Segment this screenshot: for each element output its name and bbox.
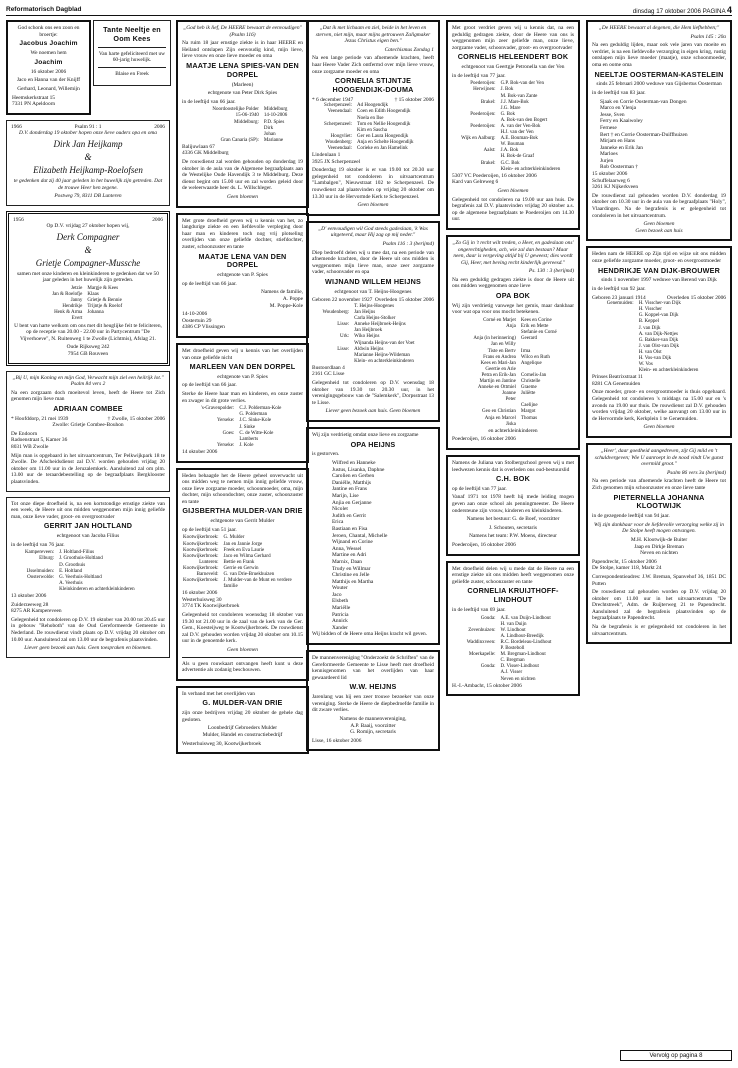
deceased-name: CORNELIS HELEENDERT BOK	[457, 52, 569, 62]
list-item: Ferry en Kaaiwoley	[600, 118, 643, 125]
family-names: J.J. Mare-Bok	[500, 99, 529, 105]
obituary-klootwijk: „Heer', daar goedheid aangedreven, zijt Gij mild en 't schuldvergeven; Wie U aanroept in de nood vindt Uw gunst overmild groot." Psalm 86 vers 3a (berijmd) Na een periode van afnemende krachten heeft de Heere tot Zich genomen mijn schoonzuster en onze lieve tante PIETERNELLA JOHANNA KLOOTWIJK in de gezegende leeftijd van 94 jaar. Wij zijn dankbaar voor de liefdevolle verzorging welke zij in De Stolpe heeft mogen ontvangen. M.H. Klootwijk-de Buiter Jaap en Dirkje Breman Neven en nichten Papendrecht, 15 oktober 2006 De Stolpe, kamer 118, Markt 24 Correspondentieadres: J.W. Breman, Spanvehof 36, 1851 DC Putten De rouwdienst zal gehouden worden op D.V. vrijdag 20 oktober om 11.00 uur in het uitvaartcentrum "De Drechtstreek", Adm. de Ruijterweg 21 te Papendrecht. Aansluitend zal de begrafenis plaatsvinden op de begraafplaats te Papendrecht. Na de begrafenis is er gelegenheid tot condoleren in het uitvaartcentrum.	[586, 443, 732, 644]
family-names: Wilco en Ruth	[520, 354, 550, 360]
list-item: Anjia en Gerjanne	[332, 499, 372, 506]
list-item: Christine en Jelle	[332, 572, 370, 579]
family-place: Henk & Arma	[54, 310, 83, 316]
family-names: Noela en Ilse	[357, 115, 384, 121]
family-names: J. Holtland-Filius	[59, 550, 95, 556]
list-item: Patricia	[332, 611, 349, 618]
list-item: Marco en Ylenja	[600, 105, 637, 112]
family-place: Poederoijen:	[470, 81, 496, 87]
list-item: Xander	[332, 624, 348, 631]
family-names: J. van Olst-van Dijk	[638, 343, 679, 349]
obituary-combee: „Bij U, mijn Koning en mijn God, Verwacht mijn ziel een heilrijk lot." Psalm 84 vers 2 Na een zorgzaam doch moeitevol leven, heeft de Heere tot Zich genomen mijn lieve man ADRIAAN COMBEE * Hoofddorp, 21 mei 1939 † Zwolle, 15 oktober 2006 Zwolle: Grietje Combee-Bouhon De Endoorn Radoenstraat 5, Kamer 36 8031 WB Zwolle Mijn man is opgebaard in het uitvaartcentrum, Ter Pelkwijkpark 18 te Zwolle. De Afscheidsdienst zal D.V. worden gehouden vrijdag 20 oktober om 11.00 uur in de Jeruzalemkerk. Aansluitend zal om plm. 13.00 uur de teraardebestelling op de begraafplaats Bergklooster plaatsvinden.	[6, 371, 170, 492]
obituary-mulder: Heden behaagde het de Heere geheel onverwacht uit ons midden weg te nemen mijn innig geliefde vrouw, onze lieve zorgzame moeder, schoonmoeder, oma, mijn dochter, mijn schoondochter, onze zuster, schoonzuster en tante GIJSBERTHA MULDER-VAN DRIE echtgenote van Gerrit Mulder op de leeftijd van 51 jaar. Kootwijkerbroek: G. Mulder Kootwijkerbroek: Jan en Jannie Jorge Kootwijkerbroek: Freek en Eva Laurie Kootwijkerbroek: Jaco en Wilma Gerhard Lunteren: Bettie en Frank Kootwijkerbroek: Gerrie en Gerwin Barneveld: G. van Drie-Bruekhuizen Kootwijkerbroek: J. Mulder-van de Munt en verdere familie 16 oktober 2006 Westerhuisweg 30 3774 TK Kootwijkerbroek Gelegenheid tot condoleren woensdag 18 oktober van 19.30 tot 21.00 uur in de zaal van de kerk van de Ger. Gem., Koesteijweg te Kootwijkerbroek. De rouwdienst zal D.V. gehouden worden vrijdag 20 oktober om 10.15 uur in de genoemde kerk. Geen bloemen Als u geen rouwkaart ontvangen heeft kunt u deze advertentie als zodanig beschouwen.	[176, 468, 309, 681]
list-item: Daniëlle, Matthijs	[332, 479, 371, 486]
family-table	[452, 616, 574, 683]
deceased-name: HENDRIKJE VAN DIJK-BROUWER	[597, 265, 721, 275]
family-place: Corné en Marjet	[483, 318, 516, 324]
continue-link[interactable]: Vervolg op pagina 8	[620, 1050, 732, 1061]
birth-announcement: God schonk ons een zoon en broertje: Jacobus Joachim We noemen hem Joachim 16 oktober 2006 Jaco en Hanna van der Knijff Gerhard, Leonard, Willemijn Heemskerkstraat 15 7331 PN Apeldoorn	[6, 20, 91, 115]
list-item: Fernese	[600, 124, 617, 131]
family-place: Waddinxveen:	[466, 639, 496, 645]
family-names: J. Groothuis-Holtland	[59, 556, 103, 562]
family-place: Elburg:	[39, 556, 55, 562]
family-names: G. Mulder	[223, 535, 245, 541]
family-names: Johan	[263, 131, 276, 137]
obituary-oosterman: „De HEERE bewaart al degenen, die Hem liefhebben;" Psalm 145 : 20a Na een geduldig lijden, maar ook vele jaren van moeite en verdriet, is na een liefdevolle verzorging in eigen kring, rustig ontslapen mijn lieve moeder (maatje), onze schoonmoeder, oma en oome oma NEELTJE OOSTERMAN-KASTELEIN sinds 25 februari 2000 weduwe van Gijsbertus Oosterman in de leeftijd van 83 jaar. Sjaak en Corrie Oosterman-van Dongen Marco en Ylenja Jesse, Sven Ferry en Kaaiwoley Fernese Bert † en Corrie Oosterman-Duiffhuizen Mirjam en Hans Janneke en Erik Jan Marloes Jurjen Rob Oosterman † 15 oktober 2006 Schuffelaarweg 6 3261 KJ Nijkerkveen De rouwdienst zal gehouden worden D.V. donderdag 19 oktober om 10.30 uur in de aula van de begraafplaats "Holy", Vlaardingen. Na de begrafenis is er gelegenheid tot condoleren in het uitvaartcentrum. Geen bloemen Geen bezoek aan huis	[586, 20, 732, 241]
family-names: A.E. van Duijn-Lindhout	[500, 615, 551, 621]
family-place: Kees en Mari-Jan	[480, 360, 516, 366]
family-names: Corieke en Jan Hamelink	[357, 145, 408, 151]
family-place: 15-06-1940	[235, 113, 259, 119]
list-item: Elsbeth	[332, 598, 349, 605]
list-item: Annick	[332, 618, 348, 625]
family-place: Woudenberg:	[322, 310, 350, 316]
deceased-name: NEELTJE OOSTERMAN-KASTELEIN	[594, 69, 724, 79]
family-names: Freek en Eva Laurie	[223, 547, 265, 553]
family-names: M. Bok-van Zante	[500, 93, 538, 99]
family-names: W. Vos	[638, 362, 653, 368]
column-4	[446, 20, 580, 701]
list-item: Judith en Gerrit	[332, 512, 366, 519]
family-place: Evert	[71, 316, 83, 322]
family-place: Peter	[505, 397, 516, 403]
obituary-holtland: Tot onze diepe droefheid is, na een kortstondige ernstige ziekte van een week, de Heere uit ons midden weggenomen mijn innig geliefde man, onze lieve vader, groot- en overgrootvader GERRIT JAN HOLTLAND echtgenoot van Jacoba Filius in de leeftijd van 76 jaar. Kampereveen: J. Holtland-Filius Elburg: J. Groothuis-Holtland D. Groothuis IJsselmuiden: E. Holtland Oosterwolde: G. Veerhuis-Holtland A. Veerhuis Kleinkinderen en achterkleinkinderen 13 oktober 2006 Zuiderzeeweg 28 8275 AR Kampereveen Gelegenheid tot condoleren op D.V. 19 oktober van 20.00 tot 20.45 uur in gebouw "Rehoboth" van de Oud Gereformeerde Gemeente in Nederland. De rouwdienst vindt plaats op D.V. vrijdag 20 oktober om 10.00 uur. Aansluitend zal om 13.00 uur de begrafenis plaatsvinden. Liever geen bezoek aan huis. Geen toespraken en bloemen.	[6, 497, 170, 658]
list-item: Wouter	[332, 585, 348, 592]
congratulation-notice: Tante Neeltje en Oom Kees Van harte gefeliciteerd met uw 60-jarig huwelijk. Blaise en Freek	[93, 20, 171, 86]
family-place: Martijn en Jantine	[479, 378, 516, 384]
family-names: Trijntje & Roelof	[87, 304, 123, 310]
family-names: G. Polderman	[239, 412, 268, 418]
family-names: A.E. Bouman-Bok	[500, 136, 538, 142]
family-names: Anja en Schelte Hoogendijk	[357, 139, 414, 145]
column-3	[306, 20, 440, 756]
family-table	[182, 107, 303, 144]
family-names: C.J. Polderman-Kole	[239, 406, 282, 412]
obituary-hoogendijk: „Dat ik met lichaam en ziel, beide in het leven en sterven, niet mijn, maar mijns getrouwen Zaligmaker Jezus Christus eigen ben." Catechismus Zondag 1 Na een lange periode van afnemende krachten, heeft haar Heere Vader Zich ontfermd over mijn lieve vrouw, onze zorgzame moeder en oma CORNELIA STIJNTJE HOOGENDIJK-DOUMA * 6 december 1947 † 15 oktober 2006 Scherpenzeel: Ad Hoogendijk Veenendaal: Coen en Edith Hoogendijk Noela en Ilse Scherpenzeel: Tom en Nellie Hoogendijk Kim en Sascha Hoogvliet: Ger en Laura Hoogendijk Woudenberg: Anja en Schelte Hoogendijk Veenendaal: Corieke en Jan Hamelink Lindenlaan 1 3925 JX Scherpenzeel Donderdag 19 oktober is er van 19.00 tot 20.30 uur gelegenheid tot condoleren in uitvaartcentrum "Lambalgen", Nieuwstraat 102 te Scherpenzeel. De rouwdienst zal plaatsvinden op vrijdag 20 oktober om 13.30 uur in de Hervormde Kerk te Scherpenzeel. Geen bloemen	[306, 20, 440, 216]
family-names: J. van Dijk	[638, 325, 661, 331]
obituary-bok: Met groot verdriet geven wij u kennis dat, na een geduldig gedragen ziekte, door de Heere van ons is weggenomen mijn zeer geliefde man, onze lieve, zorgzame vader, schoonvader, groot- en overgrootvader CORNELIS HELEENDERT BOK echtgenoot van Geertgje Petronella van der Ven in de leeftijd van 77 jaar. Poederoijen: G.P. Bok-van der Ven Herwijnen: J. Bok M. Bok-van Zante Brakel: J.J. Mare-Bok J.G. Mare Poederoijen: G. Bok A. Bok-van den Bogert Poederoijen: A. van der Ven-Bok H.J. van der Ven Wijk en Aalburg: A.E. Bouman-Bok W. Bouman Aalst: J.A. Bok H. Bok-de Graaf Brakel: G.C. Bok Klein- en achterkleinkinderen 5307 VC Poederoijen, 16 oktober 2006 Kard van Gelreweg 6 Geen bloemen Gelegenheid tot condoleren na 19.00 uur aan huis. De begrafenis zal D.V. plaatsvinden vrijdag 20 oktober a.s. op de algemene begraafplaats te Poederoijen om 14.30 uur.	[446, 20, 580, 230]
list-item: Jurjen	[600, 157, 614, 164]
family-names: J.C. Sinke-Kole	[239, 418, 272, 424]
obituary-marleen: Met droefheid geven wij u kennis van het overlijden van onze geliefde nicht MARLEEN VAN DEN DORPEL echtgenote van P. Spies op de leeftijd van 66 jaar. Sterke de Heere haar man en kinderen, en onze zuster en zwager in dit grote verlies. 's-Gravenpolder: C.J. Polderman-Kole G. Polderman Yerseke: J.C. Sinke-Kole J. Sinke Goes: C. de Witte-Kole Lamberts Yerseke: J. Kole 14 oktober 2006	[176, 343, 309, 463]
family-names: Margot	[520, 409, 536, 415]
family-names: Middelburg	[263, 107, 288, 113]
family-place: Hendrikje	[62, 304, 83, 310]
family-names: Klein- en achterkleinkinderen	[354, 358, 414, 364]
family-place: Kootwijkerbroek:	[183, 553, 219, 559]
family-names: C. de Witte-Kole	[239, 430, 274, 436]
announcement-name: Jacobus Joachim	[19, 40, 78, 48]
family-place: Geo en Christian	[482, 409, 516, 415]
family-names: A.J. Visser	[500, 670, 523, 676]
family-place: Woudenberg:	[325, 139, 353, 145]
family-names: H.J. van der Ven	[500, 130, 534, 136]
family-place: Veenendaal:	[327, 109, 353, 115]
family-place: Tiste en Bertv	[487, 348, 516, 354]
family-names: G.P. Bok-van der Ven	[500, 81, 544, 87]
obituary-heijns: „D' eenvoudigen wil God steeds gadeslaan, 'k Was uitgeteerd, maar Hij zag op mij neder." Psalm 116 : 3 (berijmd) Diep bedroefd delen wij u mee dat, na een periode van afnemende krachten, door de Heere uit ons midden is weggenomen mijn lieve man, onze zeer zorgzame vader, schoonvader en opa WIJNAND WILLEM HEIJNS echtgenoot van T. Heijns-Hoogenes Geboren 22 november 1927 Overleden 15 oktober 2006 T. Heijns-Hoogenes Woudenberg: Jan Heijns Carla Heijns-Stolker Lisse: Anneke Heijbroek-Heijns Jan Heijbroek Urk: Wiko Heijns Wijnanda Heijns-van der Voet Lisse: Aldwin Heijns Marianne Heijns-Wildeman Klein- en achterkleinkinderen Bustoordlaan 4 2161 GC Lisse Gelegenheid tot condoleren op D.V. woensdag 18 oktober van 19.30 tot 20.30 uur, in het verenigingsgebouw van de "Salemkerk", Dorpsstraat 13 te Lisse. Liever geen bezoek aan huis. Geen bloemen	[306, 221, 440, 422]
family-names: C. Bregman	[500, 658, 525, 664]
family-names: Jan Heijns	[354, 310, 376, 316]
family-names: Jan en Jannie Jorge	[223, 541, 263, 547]
family-names: Thomas	[520, 415, 538, 421]
family-names: Kim en Sascha	[357, 127, 388, 133]
family-names: Caelijne	[520, 403, 538, 409]
family-place: Kootwijkerbroek:	[183, 547, 219, 553]
obituary-opa-heijns: Wij zijn verdrietig omdat onze lieve en zorgzame OPA HEIJNS is gestorven. Wilfred en Hanneke Justus, Lisanka, Daphne Carolien en Gerben Daniëlle, Matthijs Jantine en Frans Marijn, Lise Anjia en Gerjanne Nicolet Judith en Gerrit Erica Bastiaan en Fisa Jeroen, Chantal, Michelle Wijnand en Corine Anna, Wessel Martine en Adri Marnix, Daan Trudy en Willmar Christine en Jelle Matthijs en Martha Wouter Jaco Elsbeth Mariëlle Patricia Annick Xander Wij bidden of de Heere oma Heijns kracht wil geven.	[306, 427, 440, 645]
list-item: Jeroen, Chantal, Michelle	[332, 532, 388, 539]
family-place: Scherpenzeel:	[323, 121, 353, 127]
family-row	[182, 578, 303, 590]
family-names: Neven en nichten	[500, 676, 536, 682]
list-item: Matthijs en Martha	[332, 578, 374, 585]
list-item: Anna, Wessel	[332, 545, 362, 552]
list-item: Marijn, Lise	[332, 492, 359, 499]
family-place: Genemuiden:	[606, 301, 634, 307]
obituary-ww-heijns: De mannenvereniging "Onderzoekt de Schriften" van de Gereformeerde Gemeente te Lisse heeft met droefheid kennisgenomen van het overlijden van haar gewaardeerd lid W.W. HEIJNS Jarenlang was hij een zeer trouwe bezoeker van onze vereniging. Sterke de Heere de diepbedroefde familie in dit zware verlies. Namens de mannenvereniging, A.P. Baaij, voorzitter G. Romijn, secretaris Lisse, 16 oktober 2006	[306, 650, 440, 751]
family-names: Marianne Heijns-Wildeman	[354, 352, 410, 358]
family-names: H. Visscher	[638, 307, 662, 313]
deceased-name: CORNELIA KRUIJTHOFF-LINDHOUT	[467, 586, 559, 605]
deceased-name: W.W. HEIJNS	[349, 682, 397, 692]
list-item: Bastiaan en Fisa	[332, 525, 368, 532]
deceased-name: G. MULDER-VAN DRIE	[202, 698, 283, 708]
list-item: Sjaak en Corrie Oosterman-van Dongen	[600, 98, 687, 105]
family-place: Wijk en Aalburg:	[461, 136, 496, 142]
family-place: Zevenhuizen:	[468, 627, 496, 633]
family-names: G. Bakker-van Dijk	[638, 337, 679, 343]
list-item: Martine en Adri	[332, 552, 367, 559]
list-item: Bert † en Corrie Oosterman-Duiffhuizen	[600, 131, 688, 138]
family-names: Wiko Heijns	[354, 334, 380, 340]
family-place: Joanne	[502, 391, 516, 397]
family-place: Petra en Erik-Jan	[481, 372, 516, 378]
family-names: J.A. Bok	[500, 148, 519, 154]
family-place: IJsselmuiden:	[26, 568, 55, 574]
family-place: Noordoostelijke Polder	[212, 107, 259, 113]
family-names: J. Sinke	[239, 424, 256, 430]
family-place: Veenendaal:	[327, 145, 353, 151]
grandchildren-list	[312, 460, 434, 631]
family-place: Yerseke:	[217, 442, 235, 448]
family-names: Carla Heijns-Stolker	[354, 316, 396, 322]
family-names: D. Groothuis	[59, 562, 86, 568]
deceased-name: PIETERNELLA JOHANNA KLOOTWIJK	[613, 492, 705, 511]
family-table	[182, 406, 303, 449]
family-names: G. Veerhuis-Holtland	[59, 574, 102, 580]
family-place: Gouda:	[480, 664, 496, 670]
family-place: Anja (in herinnering)	[473, 336, 516, 342]
list-item: Justus, Lisanka, Daphne	[332, 466, 385, 473]
list-item: Marnix, Daan	[332, 558, 362, 565]
family-place: Lisse:	[337, 322, 350, 328]
family-names: Coen en Edith Hoogendijk	[357, 109, 411, 115]
family-place: Goes:	[222, 430, 235, 436]
family-place: Barneveld:	[196, 572, 219, 577]
family-names: W. Bouman	[500, 142, 525, 148]
column-2-top	[93, 20, 171, 91]
family-place: Moerkapelle:	[468, 652, 496, 658]
obituary-spies: „God heb ik lief, De HEERE bewaart de eenvoudigen" (Psalm 116) Na ruim 18 jaar ernstige ziekte is in haar HEERE en Heiland ontslapen Zijn eenvoudig kind, mijn lieve, lieve vrouw en onze lieve moeder en oma MAATJE LENA SPIES-VAN DEN DORPEL (Marleen) echtgenote van Peter Dirk Spies in de leeftijd van 66 jaar. Noordoostelijke Polder Middelburg 15-06-1940 14-10-2006 Middelburg: P.D. Spies Dirk Johan Gran Canaria (SP): Marianne Balijuwlaan 67 4336 GK Middelburg De rouwdienst zal worden gehouden op donderdag 19 oktober in de aula van de Algemene begraafplaats aan de Westelijke Oude Havendijk 3 te Middelburg. Deze dienst begint om 15.00 uur en zal worden geleid door de weleerwaarde heer ds. L. Willschleger. Geen bloemen	[176, 20, 309, 208]
family-place: Gran Canaria (SP):	[220, 137, 259, 143]
family-place: Anja	[506, 324, 516, 330]
announcement-name: Dirk Jan Heijkamp	[53, 139, 123, 149]
masthead	[6, 4, 732, 16]
family-names: P. Bosteboll	[500, 646, 525, 652]
list-item: Wijnand en Corine	[332, 539, 373, 546]
family-place: Kootwijkerbroek:	[183, 541, 219, 547]
obituary-kruijthoff: Met droefheid delen wij u mede dat de Heere na een ernstige ziekte uit ons midden heeft weggenomen onze geliefde zuster, schoonzuster en tante CORNELIA KRUIJTHOFF-LINDHOUT in de leeftijd van 69 jaar. Gouda: A.E. van Duijn-Lindhout H. van Duijn Zevenhuizen: W. Lindhout A. Lindhout-Breedijk Waddinxveen: R.C. Bordeleau-Lindhout P. Bosteboll Moerkapelle: M. Bregman-Lindhout C. Bregman Gouda: D. Visser-Lindhout A.J. Visser Neven en nichten H.-I.-Ambacht, 15 oktober 2006	[446, 561, 580, 697]
family-names: Angelique	[520, 360, 542, 366]
family-names: D. Visser-Lindhout	[500, 664, 539, 670]
obituary-opa-bok: „Zo Gij in 't recht wilt treden, o Heer, en gadeslaan ons' ongerechtigheden, ach, wie zal dan bestaan? Maar neen, daar is vergeving altijd bij U geweest; dies wordt Gij, Heer, met beving recht kinderlijk gevreesd." Ps. 130 : 3 (berijmd) Na een geduldig gedragen ziekte is door de Heere uit ons midden weggenomen onze lieve OPA BOK Wij zijn verdrietig vanwege het gemis, maar dankbaar voor wat opa voor ons mocht betekenen. Corné en Marjet Kees en Corine Anja Erik en Mette Stefanie en Corné Anja (in herinnering) Geerard Jan en Willy Tiste en Bertv Irma Frans en Andrea Wilco en Ruth Kees en Mari-Jan Angelique Geertie en Arie Petra en Erik-Jan Cornelis-Jan Martijn en Jantine Christelle Anneke en Ottmiel Graeme Joanne Juliëtte Peter Caelijne Geo en Christian Margot Anja en Marcel Thomas Jiska en achterkleinkinderen Poederoijen, 16 oktober 2006	[446, 235, 580, 450]
family-names: Tom en Nellie Hoogendijk	[357, 121, 411, 127]
family-names: A. Veerhuis	[59, 580, 83, 586]
deceased-name: ADRIAAN COMBEE	[53, 403, 123, 413]
column-2	[176, 20, 309, 759]
family-names: H. van Duijn	[500, 621, 527, 627]
family-names: B. Keppel	[638, 319, 659, 325]
anniversary-heijkamp: 1966 Psalm 91 : 1 2006 D.V. donderdag 19 oktober hopen onze lieve ouders opa en oma Dirk Jan Heijkamp & Elizabeth Heijkamp-Roelofsen te gedenken dat zij 40 jaar geleden in het huwelijk zijn getreden. Dat de trouwe Heer hen zegene. Postweg 79, 8311 DB Lunteren	[6, 120, 170, 206]
family-names: Wijnanda Heijns-van der Voet	[354, 340, 415, 346]
congratulation-title: Tante Neeltje en Oom Kees	[103, 25, 161, 43]
family-names: G. Bok	[500, 111, 516, 117]
family-place: Jetzie	[71, 285, 83, 291]
family-names: P.D. Spies	[263, 119, 285, 125]
family-place: Brakel:	[480, 99, 496, 105]
family-place: Lisse:	[337, 346, 350, 352]
family-names: J.G. Mare	[500, 105, 521, 111]
family-place: Anja en Marcel	[484, 415, 516, 421]
deceased-name: GIJSBERTHA MULDER-VAN DRIE	[182, 506, 303, 516]
deceased-name: GERRIT JAN HOLTLAND	[43, 521, 133, 531]
family-names: Irma	[520, 348, 531, 354]
list-item: Mirjam en Hans	[600, 138, 636, 145]
family-place: Lunteren:	[199, 559, 219, 565]
family-table	[182, 535, 303, 590]
deceased-name: C.H. BOK	[496, 474, 530, 484]
family-place: Brakel:	[480, 160, 496, 166]
list-item: Rob Oosterman †	[600, 164, 639, 171]
family-place: Scherpenzeel:	[323, 103, 353, 109]
family-place: Middelburg:	[233, 119, 259, 125]
list-item: Trudy en Willmar	[332, 565, 371, 572]
family-place: Poederoijen:	[470, 124, 496, 129]
list-item: Marloes	[600, 151, 618, 158]
family-place: Urk:	[340, 334, 350, 340]
family-names: Kees en Corine	[520, 318, 552, 324]
family-names: G.C. Bok	[500, 160, 520, 166]
family-names: M. Bregman-Lindhout	[500, 652, 546, 658]
obituary-van-den-dorpel: Met grote droefheid geven wij u kennis van het, zo langdurige ziekte en een liefdevolle verpleging door haar man en kinderen toch nog vrij plotseling overlijden van onze geliefde dochter, stiefdochter, zuster, schoonzuster en tante MAATJE LENA VAN DEN DORPEL echtgenote van P. Spies op de leeftijd van 66 jaar. Namens de familie, A. Poppe M. Poppe-Kole 14-10-2006 Oostertuin 29 4386 CP Vlissingen	[176, 213, 309, 338]
deceased-name: MAATJE LENA VAN DEN DORPEL	[198, 251, 287, 270]
obituary-van-dijk: Heden nam de HEERE op Zijn tijd en wijze uit ons midden onze geliefde zorgzame moeder, groot- en overgrootmoeder HENDRIKJE VAN DIJK-BROUWER sinds 1 november 1997 weduwe van Berend van Dijk in de leeftijd van 92 jaar. Geboren 23 januari 1914 Overleden 15 oktober 2006 Genemuiden: H. Visscher-van Dijk H. Visscher G. Koppel-van Dijk B. Keppel J. van Dijk A. van Dijk-Nettjes G. Bakker-van Dijk J. van Olst-van Dijk H. van Olst H. Vos-van Dijk W. Vos Klein- en achterkleinkinderen Prinses Beatrixstraat 11 8281 CA Genemuiden Onze moeder, groot- en overgrootmoeder is thuis opgebaard. Gelegenheid tot condoleren 's middags na 15.00 uur en 's avonds na 19.00 uur thuis. De rouwdienst zal D.V. gehouden worden vrijdag 20 oktober, welke aanvangt om 13.00 uur in de Hervormde kerk, Kerkplein 1 te Genemuiden. Geen bloemen	[586, 246, 732, 438]
family-place: Kootwijkerbroek:	[183, 578, 219, 584]
family-names: 14-10-2006	[263, 113, 288, 119]
family-names: H. Vos-van Dijk	[638, 356, 672, 361]
family-names: Juliëtte	[520, 391, 536, 397]
family-names: Margje & Kees	[87, 285, 119, 291]
family-names: T. Heijns-Hoogenes	[354, 303, 395, 309]
family-names: A. van Dijk-Nettjes	[638, 331, 678, 337]
column-5	[586, 20, 732, 649]
family-names: Grietje & Bennie	[87, 298, 122, 304]
list-item: Carolien en Gerben	[332, 473, 375, 480]
family-names: Ger en Laura Hoogendijk	[357, 133, 409, 139]
deceased-name: OPA HEIJNS	[350, 439, 396, 449]
family-place: Jan en Willy	[490, 342, 516, 348]
obituary-ch-bok: Namens de Juliana van Stolbergschool geven wij u met leedwezen kennis dat is overleden ons oud-bestuurslid C.H. BOK op de leeftijd van 77 jaar. Vanaf 1971 tot 1978 heeft hij mede leiding mogen geven aan onze school als penningmeester. De Heere ondersteune zijn vrouw, kinderen en kleinkinderen. Namens het bestuur: G. de Boef, voorzitter J. Schouten, secretaris Namens het team: P.W. Moens, directeur Poederoijen, 16 oktober 2006	[446, 455, 580, 556]
family-names: J. Kole	[239, 442, 254, 448]
family-names: J. Bok	[500, 87, 514, 93]
list-item: Jesse, Sven	[600, 111, 625, 118]
deceased-name: WIJNAND WILLEM HEIJNS	[324, 276, 422, 286]
family-names: Klaas	[87, 292, 99, 298]
family-names: Marianne	[263, 137, 284, 143]
family-place: 's-Gravenpolder:	[200, 406, 235, 412]
closure-notice-mulder: In verband met het overlijden van G. MULDER-VAN DRIE zijn onze bedrijven vrijdag 20 oktober de gehele dag gesloten. Loonbedrijf Gebroeders Mulder Mulder, Handel en constructiebedrijf Westerhuisweg 30, Kootwijkerbroek	[176, 686, 309, 754]
family-names: Ad Hoogendijk	[357, 103, 389, 109]
family-names: H. Bok-de Graaf	[500, 154, 535, 160]
family-table	[452, 81, 574, 172]
list-item: Mariëlle	[332, 605, 351, 612]
family-place: Kootwijkerbroek:	[183, 535, 219, 541]
family-table	[592, 301, 726, 374]
family-names: Klein- en achterkleinkinderen	[638, 368, 699, 374]
list-item: Janneke en Erik Jan	[600, 144, 643, 151]
announcement-name: Derk Compagner	[56, 231, 120, 242]
family-place: Hoogvliet:	[330, 133, 353, 139]
family-names: G. Koppel-van Dijk	[638, 313, 679, 319]
deceased-name: MAATJE LENA SPIES-VAN DEN DORPEL	[186, 60, 299, 79]
family-place: Herwijnen:	[473, 87, 496, 93]
list-item: Erica	[332, 519, 344, 526]
deceased-name: OPA BOK	[495, 291, 531, 301]
family-place: Jiska	[505, 421, 516, 427]
family-names: Christelle	[520, 378, 541, 384]
list-item: Jaco	[332, 591, 342, 598]
family-place: Aalst:	[483, 148, 496, 154]
family-names: Jan Heijbroek	[354, 328, 383, 334]
family-list	[592, 99, 726, 172]
family-table	[452, 318, 574, 428]
list-item: Wilfred en Hanneke	[332, 460, 376, 466]
family-names: Gerrie en Gerwin	[223, 565, 259, 571]
family-names: Klein- en achterkleinkinderen	[500, 166, 561, 172]
page-number: 4	[726, 5, 732, 15]
list-item: Nicolet	[332, 506, 348, 513]
family-names: Geerard	[520, 336, 538, 342]
family-place: Geertie en Arie	[485, 366, 516, 372]
family-names: A. Lindhout-Breedijk	[500, 633, 544, 639]
family-place: Yerseke:	[217, 418, 235, 424]
family-names: Graeme	[520, 385, 537, 391]
family-names: G. van Drie-Bruekhuizen	[223, 572, 275, 577]
family-names: W. Lindhout	[500, 627, 526, 633]
family-names: Lamberts	[239, 436, 259, 442]
family-place: Janny	[70, 298, 83, 304]
family-names: R.C. Bordeleau-Lindhout	[500, 639, 552, 645]
family-names: Kleinkinderen en achterkleinkinderen	[59, 586, 135, 592]
family-names: Stefanie en Corné	[520, 330, 557, 336]
family-place: Oosterwolde:	[27, 574, 55, 580]
deceased-name: MARLEEN VAN DEN DORPEL	[189, 362, 296, 372]
family-names: Bettie en Frank	[223, 559, 255, 565]
family-table	[13, 286, 163, 323]
family-table	[11, 550, 165, 593]
family-place: Poederoijen:	[470, 111, 496, 117]
family-names: J. Mulder-van de Munt en verdere familie	[223, 578, 292, 590]
list-item: Jantine en Frans	[332, 486, 368, 493]
family-place: Kampereveen:	[24, 550, 55, 556]
family-table	[312, 304, 434, 365]
family-names: E. Holtland	[59, 568, 83, 574]
family-names: Anneke Heijbroek-Heijns	[354, 322, 406, 328]
family-names: Aldwin Heijns	[354, 346, 384, 352]
family-names: H. van Olst	[638, 349, 662, 355]
publication-name: Reformatorisch Dagblad	[6, 6, 82, 13]
family-table	[312, 103, 434, 152]
family-names: A. Bok-van den Bogert	[500, 117, 548, 123]
family-place: Gouda:	[480, 615, 496, 621]
family-names: Erik en Mette	[520, 324, 549, 330]
family-place: Anneke en Ottmiel	[477, 385, 516, 391]
deceased-name: CORNELIA STIJNTJE HOOGENDIJK-DOUMA	[332, 76, 414, 94]
issue-date: dinsdag 17 oktober 2006 PAGINA 4	[632, 5, 732, 15]
family-names: A. van der Ven-Bok	[500, 124, 541, 129]
family-names: Johanna	[87, 310, 104, 316]
anniversary-compagner: 1956 2006 Op D.V. vrijdag 27 oktober hopen wij, Derk Compagner & Grietje Compagner-Mussche samen met onze kinderen en kleinkinderen te gedenken dat we 50 jaar geleden in het huwelijk zijn getreden. Jetzie Margje & Kees Jan & Roelofje Klaas Janny Grietje & Bennie Hendrikje Trijntje & Roelof Henk & Arma Johanna Evert U bent van harte welkom om ons met dit heuglijke feit te feliciteren, op de receptie van 20.00 - 22.00 uur in Partycentrum "De Vijverhoeve", N. Ruitenweg 1 te Zwolle (Lichtmis), Afslag 21. Oude Rijksweg 242 7954 GB Rouveen	[6, 211, 170, 366]
family-place: Frans en Andrea	[483, 354, 516, 360]
family-names: H. Visscher-van Dijk	[638, 301, 681, 307]
family-place: Kootwijkerbroek:	[183, 565, 219, 571]
family-names: Dirk	[263, 125, 274, 131]
family-place: Jan & Roelofje	[52, 292, 83, 298]
family-names: Jaco en Wilma Gerhard	[223, 553, 271, 559]
family-names: Cornelis-Jan	[520, 372, 547, 378]
